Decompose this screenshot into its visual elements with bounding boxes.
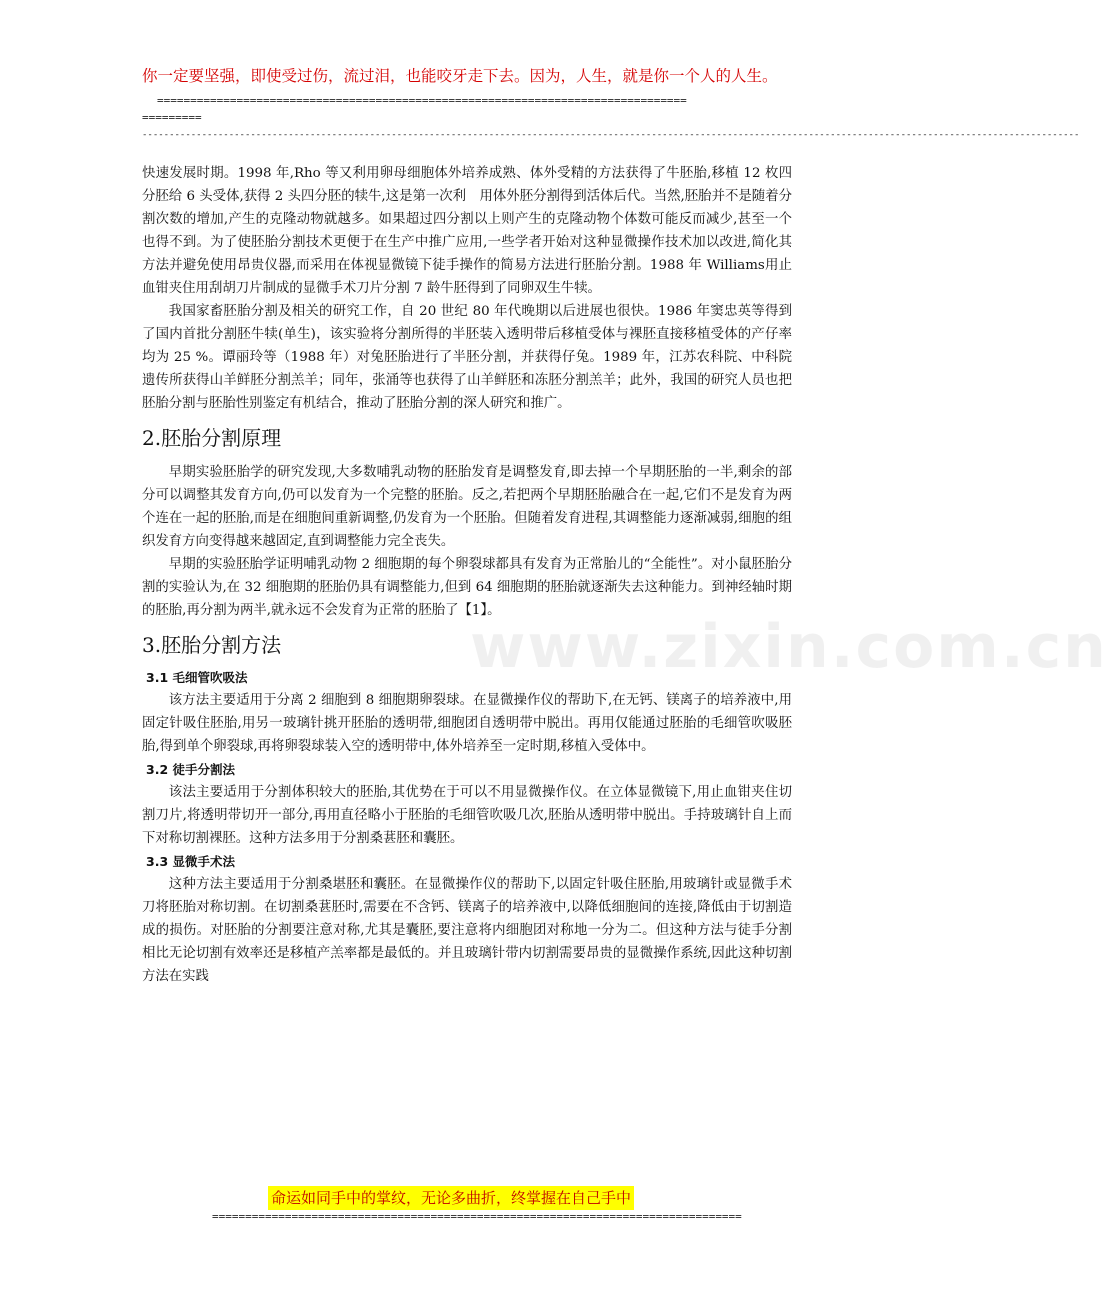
body-paragraph: 该方法主要适用于分离 2 细胞到 8 细胞期卵裂球。在显微操作仪的帮助下,在无钙、镁离子的培养液中,用固定针吸住胚胎,用另一玻璃针挑开胚胎的透明带,细胞团自透明带中脱出。再用仅能通过胚胎的毛细管吹吸胚胎,得到单个卵裂球,再将卵裂球装入空的透明带中,体外培养至一定时期,移植入受体中。 xyxy=(142,693,792,754)
header-equals-rule-continuation: ========= xyxy=(142,111,202,124)
subsection-heading-capillary: 3.1 毛细管吹吸法 xyxy=(146,670,248,685)
section-heading-principle: 2.胚胎分割原理 xyxy=(142,426,282,450)
body-paragraph: 这种方法主要适用于分割桑堪胚和囊胚。在显微操作仪的帮助下,以固定针吸住胚胎,用玻璃针或显微手术刀将胚胎对称切割。在切割桑葚胚时,需要在不含钙、镁离子的培养液中,以降低细胞间的连接,降低由于切割造成的损伤。对胚胎的分割要注意对称,尤其是囊胚,要注意将内细胞团对称地一分为二。但这种方法与徒手分割相比无论切割有效率还是移植产羔率都是最低的。并且玻璃针带内切割需要昂贵的显微操作系统,因此这种切割方法在实践 xyxy=(142,877,792,984)
section-heading-methods: 3.胚胎分割方法 xyxy=(142,633,282,657)
body-paragraph: 该法主要适用于分割体积较大的胚胎,其优势在于可以不用显微操作仪。在立体显微镜下,用止血钳夹住切割刀片,将透明带切开一部分,再用直径略小于胚胎的毛细管吹吸几次,胚胎从透明带中脱出。手持玻璃针自上而下对称切割裸胚。这种方法多用于分割桑葚胚和囊胚。 xyxy=(142,785,792,846)
body-paragraph: 早期的实验胚胎学证明哺乳动物 2 细胞期的每个卵裂球都具有发育为正常胎儿的“全能性”。对小鼠胚胎分割的实验认为,在 32 细胞期的胚胎仍具有调整能力,但到 64 细胞期的胚胎就逐渐失去这种能力。到神经轴时期的胚胎,再分割为两半,就永远不会发育为正常的胚胎了【1】。 xyxy=(142,557,792,618)
footer-motto: 命运如同手中的掌纹，无论多曲折，终掌握在自己手中 xyxy=(268,1186,634,1210)
body-paragraph: 我国家畜胚胎分割及相关的研究工作，自 20 世纪 80 年代晚期以后进展也很快。1986 年窦忠英等得到了国内首批分割胚牛犊(单生)，该实验将分割所得的半胚装入透明带后移植受体与裸胚直接移植受体的产仔率均为 25 %。谭丽玲等（1988 年）对兔胚胎进行了半胚分割，并获得仔兔。1989 年，江苏农科院、中科院遗传所获得山羊鲜胚分割羔羊；同年，张涌等也获得了山羊鲜胚和冻胚分割羔羊；此外，我国的研究人员也把胚胎分割与胚胎性别鉴定有机结合，推动了胚胎分割的深人研究和推广。 xyxy=(142,304,792,411)
subsection-heading-microsurgery: 3.3 显微手术法 xyxy=(146,854,235,869)
body-paragraph: 早期实验胚胎学的研究发现,大多数哺乳动物的胚胎发育是调整发育,即去掉一个早期胚胎的一半,剩余的部分可以调整其发育方向,仍可以发育为一个完整的胚胎。反之,若把两个早期胚胎融合在一起,它们不是发育为两个连在一起的胚胎,而是在细胞间重新调整,仍发育为一个胚胎。但随着发育进程,其调整能力逐渐减弱,细胞的组织发育方向变得越来越固定,直到调整能力完全丧失。 xyxy=(142,465,792,549)
header-dash-rule: ----------------------------------------------------------------------------------------------------------------------------------------------------------------------------- xyxy=(142,130,1080,140)
watermark: www.zixin.com.cn xyxy=(470,612,1108,682)
header-equals-rule: ================================================================================ xyxy=(157,94,687,107)
body-paragraph: 快速发展时期。1998 年,Rho 等又利用卵母细胞体外培养成熟、体外受精的方法获得了牛胚胎,移植 12 枚四分胚给 6 头受体,获得 2 头四分胚的犊牛,这是第一次利 用体外胚分割得到活体后代。当然,胚胎并不是随着分割次数的增加,产生的克隆动物就越多。如果超过四分割以上则产生的克隆动物个体数可能反而减少,甚至一个也得不到。为了使胚胎分割技术更便于在生产中推广应用,一些学者开始对这种显微操作技术加以改进,简化其方法并避免使用昂贵仪器,而采用在体视显微镜下徒手操作的简易方法进行胚胎分割。1988 年 Williams用止血钳夹住用刮胡刀片制成的显微手术刀片分割 7 龄牛胚得到了同卵双生牛犊。 xyxy=(142,166,792,296)
body-content xyxy=(142,162,792,988)
footer-equals-rule: ================================================================================ xyxy=(212,1210,742,1223)
header-motto: 你一定要坚强，即使受过伤，流过泪，也能咬牙走下去。因为，人生，就是你一个人的人生。 xyxy=(142,67,778,85)
subsection-heading-freehand: 3.2 徒手分割法 xyxy=(146,762,235,777)
